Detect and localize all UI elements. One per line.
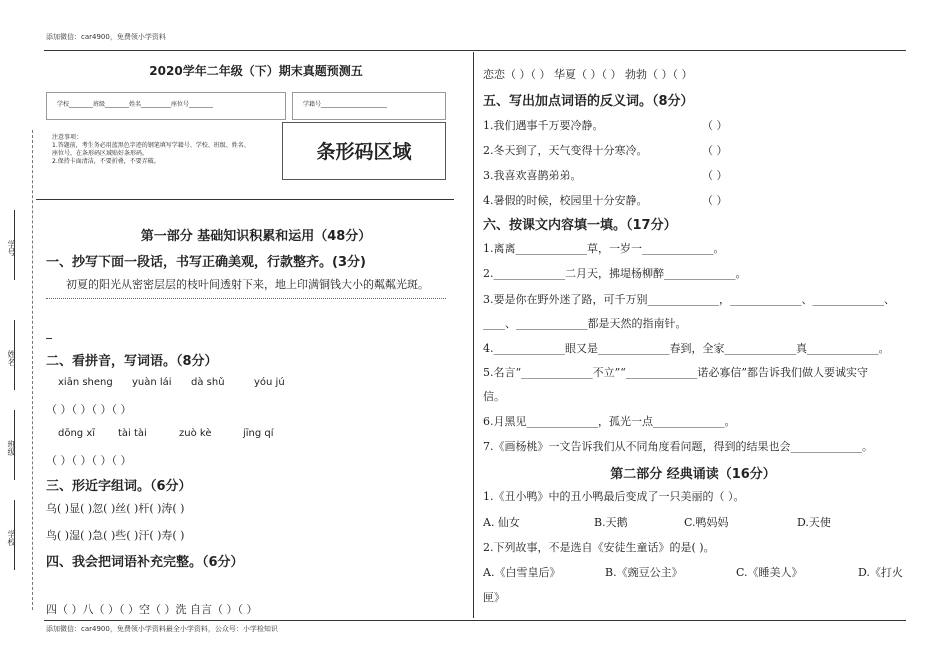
side-blank <box>14 210 15 280</box>
side-label-name: 姓名 <box>7 350 16 366</box>
q1-option: C.鸭妈妈 <box>684 516 729 529</box>
side-label-class: 班级 <box>7 440 16 456</box>
pinyin: yóu jú <box>254 377 285 388</box>
pinyin: zuò kè <box>179 428 212 439</box>
side-blank <box>14 320 15 390</box>
notes <box>52 134 272 166</box>
q2-option: B.《豌豆公主》 <box>605 566 683 579</box>
note-line: 座位号，在条形码区域贴好条形码。 <box>52 150 149 157</box>
footer-note: 添加微信：car4900，免费领小学资料最全小学资料，公众号：小学检知识 <box>46 625 278 633</box>
page-title: 2020学年二年级（下）期末真题预测五 <box>149 64 363 78</box>
antonym-item: 2.冬天到了，天气变得十分寒冷。 <box>483 144 648 157</box>
note-line: 1.答题前，考生务必用蓝黑色字迹的钢笔填写学籍号、学校、班级、姓名、 <box>52 142 250 149</box>
fill-item: 6.月黑见_____________，孤光一点_____________。 <box>483 415 736 428</box>
fill-item: 7.《画杨桃》一文告诉我们从不同角度看问题，得到的结果也会_____________。 <box>483 440 873 453</box>
s6-heading: 六、按课文内容填一填。（17分） <box>483 218 677 233</box>
side-blank <box>14 410 15 480</box>
q2-option: A.《白雪皇后》 <box>483 566 561 579</box>
antonym-item: 4.暑假的时候，校园里十分安静。 <box>483 194 648 207</box>
fill-item: ____、_____________都是天然的指南针。 <box>483 317 687 330</box>
pinyin: tài tài <box>118 428 147 439</box>
writing-mark <box>46 338 52 339</box>
part1-heading: 第一部分 基础知识积累和运用（48分） <box>140 229 372 244</box>
exam-no-box <box>292 92 446 120</box>
writing-line <box>46 298 446 299</box>
q2-option: D.《打火 <box>858 566 903 579</box>
footer-rule <box>44 620 906 621</box>
antonym-answer: （ ） <box>702 119 728 132</box>
section-rule <box>36 199 454 200</box>
q2: 2.下列故事，不是选自《安徒生童话》的是( )。 <box>483 541 715 554</box>
exam-no: 学籍号______________________ <box>303 101 388 108</box>
q1-option: B.天鹅 <box>594 516 628 529</box>
q1-option: A. 仙女 <box>483 516 520 529</box>
barcode-area <box>282 122 446 180</box>
note-line: 注意事项： <box>52 134 83 141</box>
side-label-school: 学校 <box>7 530 16 546</box>
s4-line: 四（ ）八（ ）（ ）空（ ）洗 自言（ ）（ ） <box>46 603 258 616</box>
answer-brackets: （ ）（ ）（ ）（ ） <box>46 454 132 467</box>
info-line: 学校________班级________姓名__________座位号________ <box>57 101 214 108</box>
pinyin: jīng qí <box>243 428 274 439</box>
part2-heading: 第二部分 经典诵读（16分） <box>610 467 776 482</box>
answer-brackets: （ ）（ ）（ ）（ ） <box>46 403 132 416</box>
side-label-id: 学号 <box>7 240 16 256</box>
q2-option-tail: 匣》 <box>483 591 505 604</box>
header-note: 添加微信：car4900，免费领小学资料 <box>46 33 166 41</box>
s3-heading: 三、形近字组词。（6分） <box>46 479 192 494</box>
q2-option: C.《睡美人》 <box>736 566 803 579</box>
pinyin: yuàn lái <box>132 377 172 388</box>
fill-item: 1.离离_____________草，一岁一_____________。 <box>483 242 725 255</box>
binding-line <box>32 130 33 610</box>
word-completion-line: 恋恋（ ）（ ） 华夏（ ）（ ） 勃勃（ ）（ ） <box>483 68 693 81</box>
char-row: 乌( )显( )忽( )丝( )杆( )涛( ) <box>46 502 185 515</box>
pinyin: dà shǔ <box>191 377 225 388</box>
s4-heading: 四、我会把词语补充完整。（6分） <box>46 555 244 570</box>
fill-item: 4._____________眼又是_____________春到，全家_____________真_____________。 <box>483 342 890 355</box>
char-row: 鸟( )湿( )急( )些( )汗( )寿( ) <box>46 529 185 542</box>
antonym-answer: （ ） <box>702 194 728 207</box>
q1-option: D.天使 <box>797 516 831 529</box>
column-divider <box>473 52 474 618</box>
s2-heading: 二、看拼音，写词语。（8分） <box>46 354 218 369</box>
antonym-answer: （ ） <box>702 169 728 182</box>
s1-text: 初夏的阳光从密密层层的枝叶间透射下来，地上印满铜钱大小的粼粼光斑。 <box>66 278 429 291</box>
antonym-item: 1.我们遇事千万要冷静。 <box>483 119 604 132</box>
antonym-answer: （ ） <box>702 144 728 157</box>
q1: 1.《丑小鸭》中的丑小鸭最后变成了一只美丽的（ ）。 <box>483 490 745 503</box>
antonym-item: 3.我喜欢喜鹊弟弟。 <box>483 169 582 182</box>
barcode-label: 条形码区域 <box>316 141 412 163</box>
s1-heading: 一、抄写下面一段话，书写正确美观，行款整齐。(3分) <box>46 255 366 270</box>
note-line: 2.保持卡面清洁，不要折叠，不要弄破。 <box>52 158 160 165</box>
info-box <box>46 92 286 120</box>
header-rule <box>44 50 906 51</box>
pinyin: xiān sheng <box>58 377 113 388</box>
side-blank <box>14 500 15 570</box>
s5-heading: 五、写出加点词语的反义词。（8分） <box>483 94 694 109</box>
fill-item: 信。 <box>483 390 505 403</box>
pinyin: dōng xī <box>58 428 96 439</box>
fill-item: 3.要是你在野外迷了路，可千万别_____________，_____________、_____________、 <box>483 293 895 306</box>
fill-item: 5.名言“_____________不立”“_____________诺必寡信”都告诉我们做人要诚实守 <box>483 366 868 379</box>
fill-item: 2._____________二月天，拂堤杨柳醉_____________。 <box>483 267 747 280</box>
